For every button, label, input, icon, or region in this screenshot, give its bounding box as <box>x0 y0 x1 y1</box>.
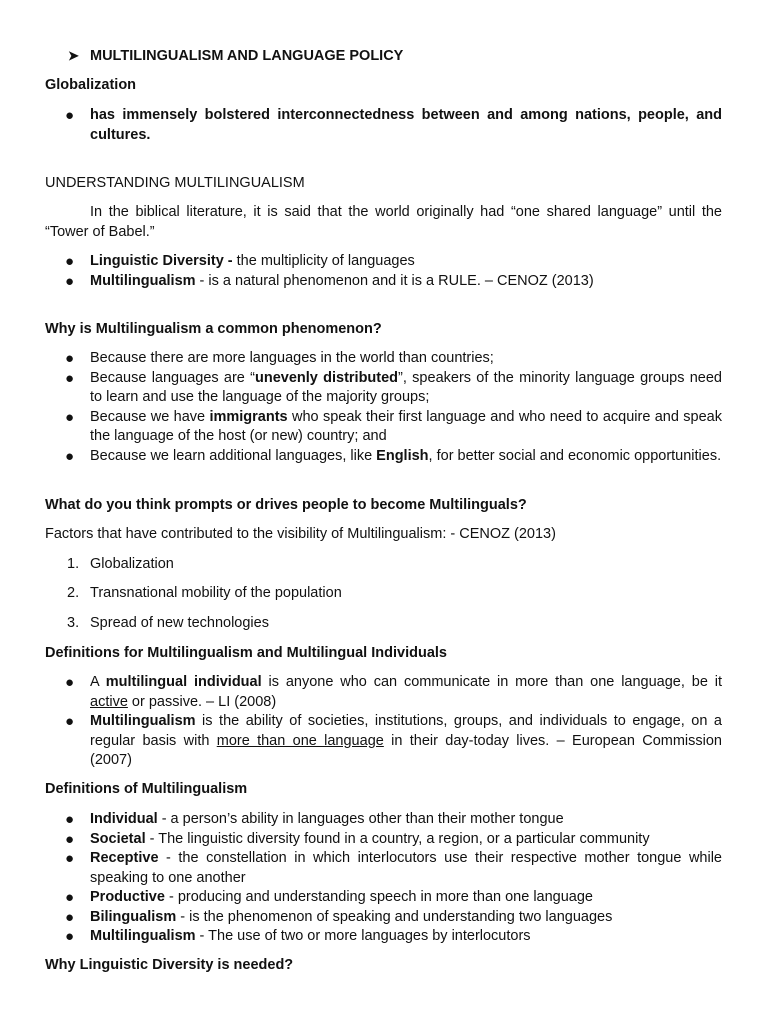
list-item: 3. Spread of new technologies <box>67 614 269 631</box>
bullet-icon: ● <box>65 253 75 270</box>
globalization-heading: Globalization <box>45 77 137 93</box>
understanding-heading: UNDERSTANDING MULTILINGUALISM <box>45 175 305 191</box>
why-common-list <box>45 349 722 466</box>
definitions-heading: Definitions of Multilingualism <box>45 781 248 797</box>
list-item: ● Multilingualism - The use of two or more languages by interlocutors <box>65 928 531 945</box>
bullet-icon: ● <box>65 811 75 828</box>
bullet-icon: ● <box>65 447 75 465</box>
factors-list <box>45 555 722 643</box>
list-item: ● Multilingualism is the ability of societies, institutions, groups, and individuals to engage, on a regular basis with more than one language in their day-today lives. – European Commission (2007) <box>65 713 722 768</box>
bullet-icon: ● <box>65 928 75 945</box>
bullet-icon: ● <box>65 713 75 730</box>
list-item: ● Bilingualism - is the phenomenon of speaking and understanding two languages <box>65 908 613 926</box>
prompts-heading: What do you think prompts or drives people to become Multilinguals? <box>45 497 527 513</box>
list-item: ● Receptive - the constellation in which interlocutors use their respective mother tongue while speaking to one another <box>65 850 722 886</box>
bullet-icon: ● <box>65 889 75 906</box>
list-item: ● Because there are more languages in the world than countries; <box>65 350 494 367</box>
bullet-icon: ● <box>65 674 75 691</box>
bullet-icon: ● <box>65 369 75 387</box>
list-item: ● Individual - a person’s ability in languages other than their mother tongue <box>65 811 564 828</box>
bullet-icon: ● <box>65 272 75 290</box>
bullet-icon: ● <box>65 908 75 926</box>
bullet-icon: ● <box>65 107 75 124</box>
bullet-icon: ● <box>65 350 75 367</box>
definitions-individuals-list <box>45 673 722 771</box>
list-item: ● has immensely bolstered interconnectedness between and among nations, people, and cultures. <box>65 107 722 143</box>
bullet-icon: ● <box>65 850 75 867</box>
list-item: ● Because we have immigrants who speak their first language and who need to acquire and speak the language of the host (or new) country; and <box>65 408 722 444</box>
definitions-list <box>45 810 722 947</box>
page-title: ➤ MULTILINGUALISM AND LANGUAGE POLICY <box>68 48 404 64</box>
understanding-list <box>45 252 722 291</box>
why-diversity-heading: Why Linguistic Diversity is needed? <box>45 957 294 973</box>
list-item: ● Societal - The linguistic diversity found in a country, a region, or a particular community <box>65 830 650 848</box>
list-item: 2. Transnational mobility of the population <box>67 585 342 602</box>
list-item: ● A multilingual individual is anyone who can communicate in more than one language, be it active or passive. – LI (2008) <box>65 674 722 710</box>
why-common-heading: Why is Multilingualism a common phenomenon? <box>45 321 382 337</box>
bullet-icon: ● <box>65 830 75 848</box>
list-item: ● Because languages are “unevenly distributed”, speakers of the minority language groups need to learn and use the language of the majority groups; <box>65 369 722 405</box>
list-item: ● Productive - producing and understanding speech in more than one language <box>65 889 593 906</box>
list-item: ● Because we learn additional languages, like English, for better social and economic opportunities. <box>65 447 722 465</box>
babel-paragraph: In the biblical literature, it is said that the world originally had “one shared language” until the “Tower of Babel.” <box>45 204 722 240</box>
list-item: ● Linguistic Diversity - the multiplicity of languages <box>65 253 415 270</box>
list-item: ● Multilingualism - is a natural phenomenon and it is a RULE. – CENOZ (2013) <box>65 272 594 290</box>
globalization-list <box>45 106 722 145</box>
list-item: 1. Globalization <box>67 556 174 572</box>
factors-intro: Factors that have contributed to the visibility of Multilingualism: - CENOZ (2013) <box>45 526 556 542</box>
bullet-icon: ● <box>65 408 75 426</box>
arrow-bullet-icon: ➤ <box>68 48 79 63</box>
definitions-individuals-heading: Definitions for Multilingualism and Multilingual Individuals <box>45 645 447 661</box>
